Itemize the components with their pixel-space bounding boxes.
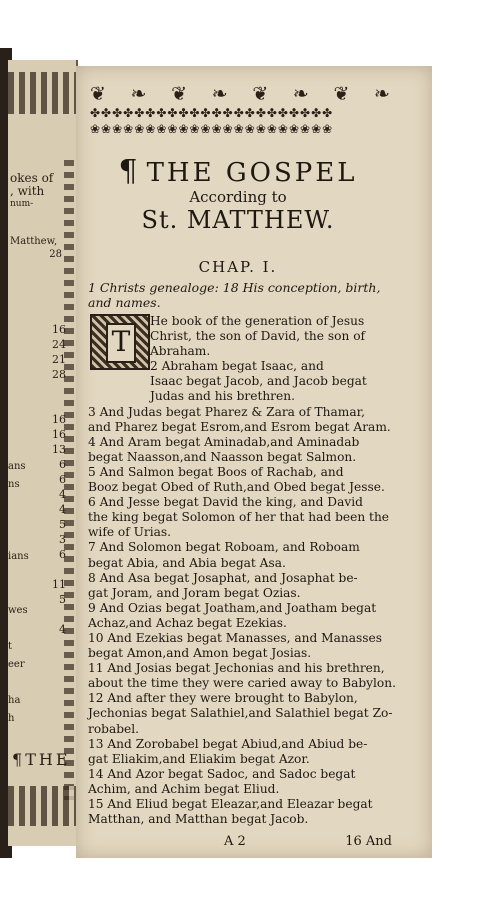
left-page-fragment: ans (8, 461, 26, 472)
left-page-top-ornament (8, 72, 76, 114)
ornament-row: ❦ ❧ ❦ ❧ ❦ ❧ ❦ ❧ (90, 83, 390, 105)
left-page-fragment: eer (8, 659, 25, 670)
verse-line: about the time they were caried away to Babylon. (88, 676, 396, 691)
left-page-number: 5 (59, 593, 66, 606)
verse-line: 15 And Eliud begat Eleazar,and Eleazar begat (88, 797, 373, 811)
chapter-argument: 1 Christs genealoge: 18 His conception, birth, and names. (88, 280, 381, 310)
left-page-number: 6 (59, 548, 66, 561)
ornament-row: ❀❀❀❀❀❀❀❀❀❀❀❀❀❀❀❀❀❀❀❀❀❀ (90, 122, 334, 136)
right-page (76, 66, 432, 858)
left-page-number (42, 382, 66, 397)
left-page-fragments (8, 458, 38, 728)
verse-line: Abraham. (150, 344, 211, 359)
left-page-catchword: ¶THE (12, 750, 71, 769)
verse-line: Matthan, and Matthan begat Jacob. (88, 812, 309, 827)
left-page-number: 28 (52, 368, 66, 381)
verse-line: begat Amon,and Amon begat Josias. (88, 646, 312, 661)
left-page-line: okes of (10, 171, 54, 185)
verse-text (88, 314, 396, 827)
left-page-number: 5 (59, 518, 66, 531)
verse-line: gat Eliakim,and Eliakim begat Azor. (88, 751, 310, 766)
verse-line: 5 And Salmon begat Boos of Rachab, and (88, 464, 344, 479)
verse-line: 9 And Ozias begat Joatham,and Joatham begat (88, 600, 377, 615)
verse-line: Jechonias begat Salathiel,and Salathiel begat Zo- (88, 706, 393, 721)
left-page-number: 11 (52, 578, 66, 591)
left-page-number (42, 562, 66, 577)
page-title: ¶ THE GOSPEL (118, 154, 358, 189)
ornament-row: ✤✤✤✤✤✤✤✤✤✤✤✤✤✤✤✤✤✤✤✤✤✤ (90, 106, 334, 120)
verse-line: 3 And Judas begat Pharez & Zara of Thamar, (88, 404, 365, 419)
verse-line: Isaac begat Jacob, and Jacob begat (150, 374, 367, 389)
left-page-fragment: ians (8, 551, 29, 562)
verse-line: 10 And Ezekias begat Manasses, and Manasses (88, 630, 382, 645)
left-page-fragment: wes (8, 605, 28, 616)
left-page-fragment (8, 674, 38, 692)
verse-line: robabel. (88, 721, 140, 736)
left-page-fragment (8, 530, 38, 548)
left-page-line: Matthew, (10, 236, 58, 247)
left-page-number: 6 (59, 458, 66, 471)
left-page-number: 16 (52, 428, 66, 441)
verse-line: 13 And Zorobabel begat Abiud,and Abiud be- (88, 736, 368, 751)
left-page-fragment: t (8, 641, 13, 652)
left-page-fragment: ha (8, 695, 21, 706)
verse-line: wife of Urias. (88, 525, 172, 540)
left-page-number: 3 (59, 533, 66, 546)
left-page-number: 4 (59, 488, 66, 501)
verse-line: 12 And after they were brought to Babylon, (88, 691, 358, 706)
left-page-text (10, 172, 62, 261)
verse-line: the king begat Solomon of her that had been the (88, 510, 390, 525)
left-page-line: 28 (49, 249, 62, 260)
left-page-fragment (8, 584, 38, 602)
verse-line: begat Naasson,and Naasson begat Salmon. (88, 449, 357, 464)
dropcap-letter: T (106, 323, 136, 363)
left-page-line: , with (10, 184, 45, 198)
verse-line: Achaz,and Achaz begat Ezekias. (88, 615, 287, 630)
verse-line: 2 Abraham begat Isaac, and (150, 359, 324, 374)
verse-line: begat Abia, and Abia begat Asa. (88, 555, 286, 570)
headpiece-ornament (90, 84, 390, 142)
verse-line: 11 And Josias begat Jechonias and his brethren, (88, 661, 385, 676)
verse-line: and Pharez begat Esrom,and Esrom begat Aram. (88, 419, 391, 434)
left-page-bottom-ornament (8, 786, 76, 826)
verse-line: 8 And Asa begat Josaphat, and Josaphat be- (88, 570, 358, 585)
left-page-number: 6 (59, 473, 66, 486)
book (0, 48, 444, 858)
signature-mark: A 2 (224, 834, 246, 849)
verse-line: 14 And Azor begat Sadoc, and Sadoc begat (88, 766, 356, 781)
verse-line: Christ, the son of David, the son of (150, 329, 366, 344)
verse-line: gat Joram, and Joram begat Ozias. (88, 585, 301, 600)
left-page-fragment (8, 512, 38, 530)
catchword: 16 And (345, 834, 392, 849)
left-page-number: 4 (59, 503, 66, 516)
left-page-number (42, 397, 66, 412)
left-page-line: num- (10, 199, 34, 209)
left-page-number (42, 607, 66, 622)
left-page-number: 16 (52, 323, 66, 336)
left-page-number: 13 (52, 443, 66, 456)
left-page-fragment (8, 620, 38, 638)
gospel-author: St. MATTHEW. (141, 206, 335, 234)
left-page-number: 21 (52, 353, 66, 366)
left-page-number: 4 (59, 623, 66, 636)
verse-line: 6 And Jesse begat David the king, and David (88, 495, 363, 510)
page-subtitle: According to (189, 188, 287, 206)
left-page-fragment: h (8, 713, 15, 724)
chapter-heading: CHAP. I. (198, 258, 278, 276)
left-page-numbers (42, 322, 66, 637)
pilcrow-icon: ¶ (118, 154, 141, 189)
left-page-number: 16 (52, 413, 66, 426)
verse-line: Judas and his brethren. (150, 389, 295, 404)
left-page-fragment: ns (8, 479, 20, 490)
verse-line: 7 And Solomon begat Roboam, and Roboam (88, 540, 360, 555)
left-page-fragment (8, 494, 38, 512)
verse-line: He book of the generation of Jesus (150, 314, 365, 328)
verse-line: Achim, and Achim begat Eliud. (88, 781, 280, 796)
left-page-fragment (8, 566, 38, 584)
left-page (8, 60, 78, 846)
verse-line: Booz begat Obed of Ruth,and Obed begat Jesse. (88, 480, 385, 495)
left-page-number: 24 (52, 338, 66, 351)
verse-line: 4 And Aram begat Aminadab,and Aminadab (88, 434, 360, 449)
